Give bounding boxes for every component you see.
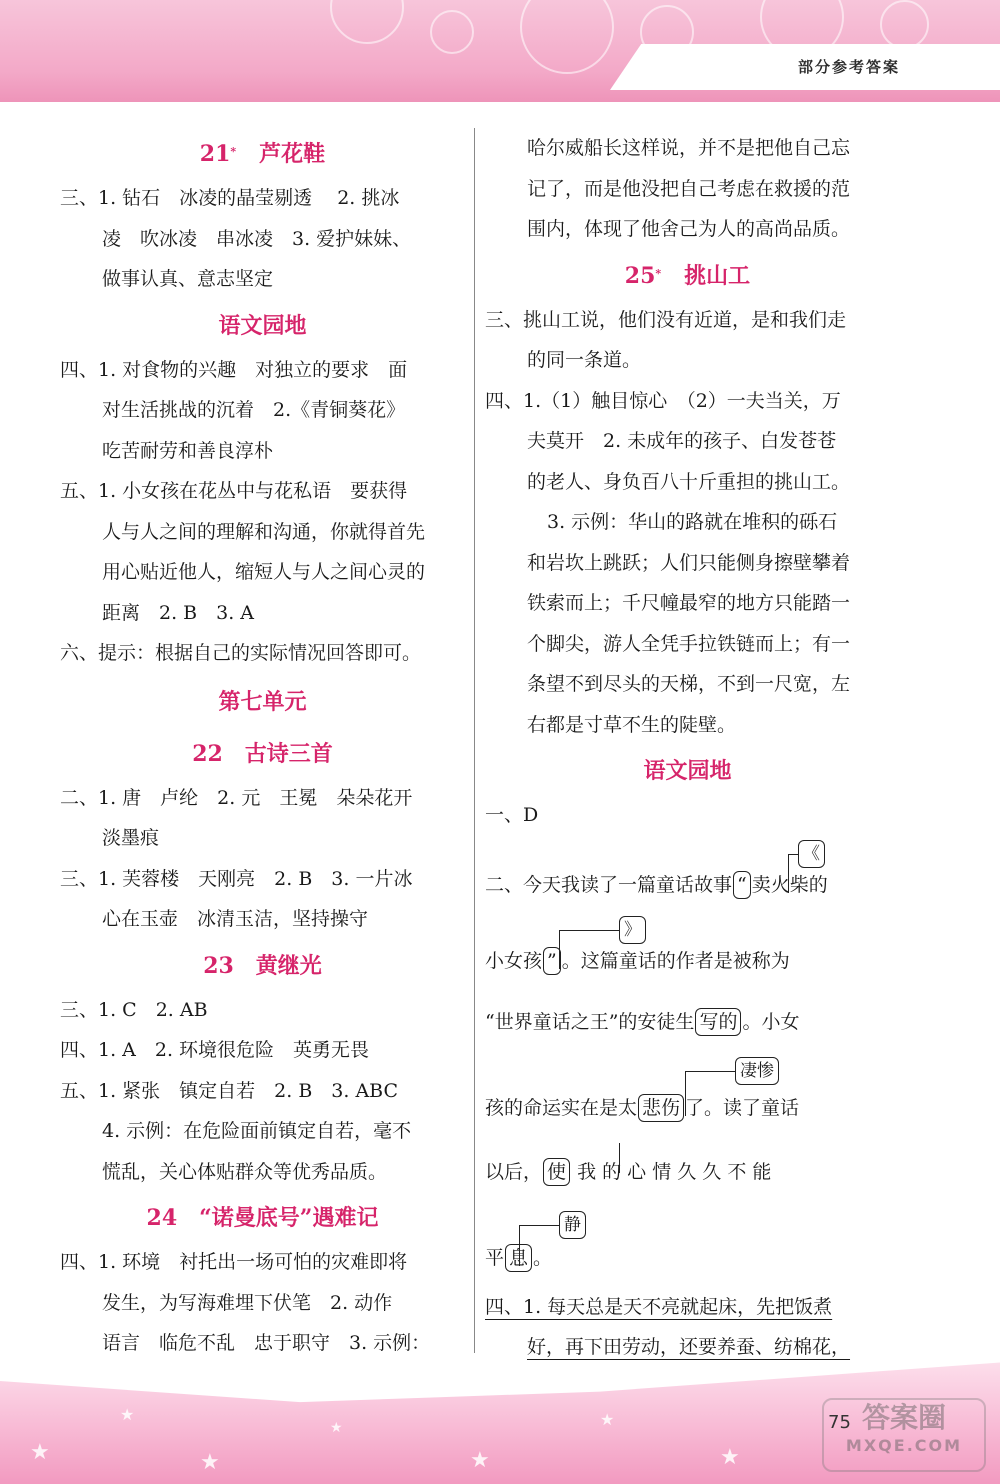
correction-line (485, 1199, 890, 1285)
watermark-url: MXQE.COM (845, 1436, 963, 1455)
star-icon: ★ (330, 1420, 343, 1436)
heading-lesson-22: 22 古诗三首 (192, 740, 333, 767)
answer-line: 四、1.（1）触目惊心 （2）一夫当关，万 (485, 389, 841, 412)
correction-balloon: 静 (559, 1211, 586, 1239)
correction-box: ” (543, 947, 561, 975)
correction-text: 。这篇童话的作者是被称为 (561, 950, 790, 972)
correction-line (485, 836, 890, 912)
answer-line: 三、1. C 2. AB (60, 998, 208, 1021)
answer-line: 的同一条道。 (527, 349, 642, 371)
answer-line: 吃苦耐劳和善良淳朴 (102, 439, 274, 462)
answer-line: 四、1. A 2. 环境很危险 英勇无畏 (60, 1039, 370, 1061)
answer-line: 五、1. 紧张 镇定自若 2. B 3. ABC (60, 1079, 399, 1102)
watermark-text: 答案圈 (861, 1401, 946, 1434)
correction-text: 孩的命运实在是太 (485, 1097, 638, 1119)
correction-line (485, 912, 890, 988)
answer-line: 哈尔威船长这样说，并不是把他自己忘 (527, 137, 851, 159)
answer-line: 右都是寸草不生的陡壁。 (527, 713, 737, 736)
star-icon: ★ (600, 1410, 615, 1429)
correction-box: 使 (543, 1158, 570, 1186)
lesson-title: 挑山工 (684, 262, 751, 289)
page-header (0, 0, 1000, 102)
underlined-answer: 四、1. 每天总是天不亮就起床，先把饭煮 (485, 1295, 833, 1318)
answer-line: 发生，为写海难埋下伏笔 2. 动作 (102, 1291, 393, 1314)
lesson-mark: * (230, 145, 237, 158)
correction-text: 二、今天我读了一篇童话故事 (485, 874, 733, 896)
lesson-number: 25 (624, 262, 656, 289)
answer-line: 心在玉壶 冰清玉洁，坚持操守 (102, 908, 369, 930)
answer-line: 3. 示例：华山的路就在堆积的砾石 (547, 511, 838, 533)
correction-box: 息 (505, 1244, 532, 1272)
star-icon: ★ (30, 1440, 50, 1465)
correction-text: 卖火柴的 (751, 874, 828, 896)
heading-lesson-21 (60, 132, 465, 176)
answer-line (485, 1287, 890, 1328)
lesson-mark: * (655, 266, 662, 280)
decor-bubble (880, 0, 929, 49)
heading-lesson-25 (485, 254, 890, 298)
correction-text: 小女孩 (485, 950, 543, 972)
answer-line: 慌乱，关心体贴群众等优秀品质。 (102, 1160, 388, 1183)
answer-line: 铁索而上；千尺幢最窄的地方只能踏一 (527, 592, 851, 614)
correction-line (485, 1135, 890, 1199)
correction-stem (685, 1071, 736, 1116)
answer-line: 凌 吹冰凌 串冰凌 3. 爱护妹妹、 (102, 227, 412, 250)
answer-line: 三、1. 芙蓉楼 天刚亮 2. B 3. 一片冰 (60, 867, 413, 890)
correction-line (485, 1049, 890, 1135)
correction-box: 悲伤 (638, 1094, 684, 1122)
answer-line: 三、挑山工说，他们没有近道，是和我们走 (485, 308, 847, 331)
answer-line: 的老人、身负百八十斤重担的挑山工。 (527, 470, 851, 493)
correction-box: 写的 (695, 1008, 741, 1036)
underlined-answer: 好，再下田劳动，还要养蚕、纺棉花， (527, 1336, 851, 1358)
answer-line: 语言 临危不乱 忠于职守 3. 示例： (102, 1332, 431, 1354)
correction-box: “ (733, 871, 751, 899)
star-icon: ★ (120, 1405, 135, 1424)
section-label: 部分参考答案 (797, 58, 900, 76)
correction-text: 以后， (485, 1161, 543, 1183)
correction-balloon: 》 (619, 916, 646, 944)
answer-line: 一、D (485, 804, 539, 826)
answer-line: 用心贴近他人，缩短人与人之间心灵的 (102, 561, 426, 583)
decor-bubble (330, 0, 404, 44)
correction-balloon: 《 (798, 840, 825, 868)
answer-line (485, 1327, 890, 1368)
answer-line: 四、1. 对食物的兴趣 对独立的要求 面 (60, 358, 408, 381)
heading-unit-7: 第七单元 (218, 688, 307, 715)
heading-garden: 语文园地 (218, 312, 307, 339)
correction-text: 。小女 (742, 1011, 800, 1033)
correction-stem (559, 930, 620, 969)
page-number: 75 (828, 1412, 851, 1433)
answer-line: 和岩坎上跳跃；人们只能侧身擦壁攀着 (527, 551, 851, 574)
answer-line: 条望不到尽头的天梯，不到一尺宽，左 (527, 673, 851, 695)
correction-balloon: 凄惨 (735, 1057, 779, 1085)
correction-stem (519, 1225, 560, 1266)
answer-line: 4. 示例：在危险面前镇定自若，毫不 (102, 1120, 412, 1142)
watermark-logo (822, 1398, 986, 1472)
answer-line: 距离 2. B 3. A (102, 601, 255, 624)
answer-line: 围内，体现了他舍己为人的高尚品质。 (527, 218, 851, 240)
lesson-title: 芦花鞋 (259, 141, 326, 167)
correction-text: “世界童话之王”的安徒生 (485, 1011, 695, 1033)
heading-lesson-24: 24 “诺曼底号”遇难记 (146, 1205, 379, 1231)
correction-text: 我 的 心 情 久 久 不 能 (577, 1161, 772, 1183)
answer-line: 四、1. 环境 衬托出一场可怕的灾难即将 (60, 1251, 408, 1273)
lesson-number: 21 (199, 141, 231, 167)
decor-bubble (520, 0, 614, 74)
left-column (60, 128, 465, 1364)
answer-line: 记了，而是他没把自己考虑在救援的范 (527, 177, 851, 200)
answer-line: 三、1. 钻石 冰凌的晶莹剔透 2. 挑冰 (60, 187, 400, 209)
correction-line (485, 988, 890, 1049)
star-icon: ★ (200, 1450, 220, 1475)
answer-line: 夫莫开 2. 未成年的孩子、白发苍苍 (527, 430, 837, 452)
decor-bubble (430, 10, 474, 54)
correction-stem (619, 1143, 630, 1173)
answer-line: 个脚尖，游人全凭手拉铁链而上；有一 (527, 632, 851, 655)
answer-line: 六、提示：根据自己的实际情况回答即可。 (60, 642, 422, 664)
correction-text: 平 (485, 1247, 505, 1269)
answer-line: 对生活挑战的沉着 2.《青铜葵花》 (102, 399, 406, 421)
answer-line: 二、1. 唐 卢纶 2. 元 王冕 朵朵花开 (60, 786, 413, 809)
heading-lesson-23: 23 黄继光 (203, 952, 322, 979)
answer-line: 淡墨痕 (102, 827, 160, 849)
correction-text: 了。读了童话 (685, 1097, 800, 1119)
answer-line: 人与人之间的理解和沟通，你就得首先 (102, 520, 426, 543)
heading-garden: 语文园地 (643, 758, 732, 784)
star-icon: ★ (720, 1445, 740, 1470)
right-column (485, 128, 890, 1368)
star-icon: ★ (470, 1448, 490, 1473)
correction-text: 。 (533, 1247, 553, 1269)
answer-line: 做事认真、意志坚定 (102, 268, 274, 290)
column-divider (474, 128, 475, 1353)
answer-line: 五、1. 小女孩在花丛中与花私语 要获得 (60, 480, 408, 502)
